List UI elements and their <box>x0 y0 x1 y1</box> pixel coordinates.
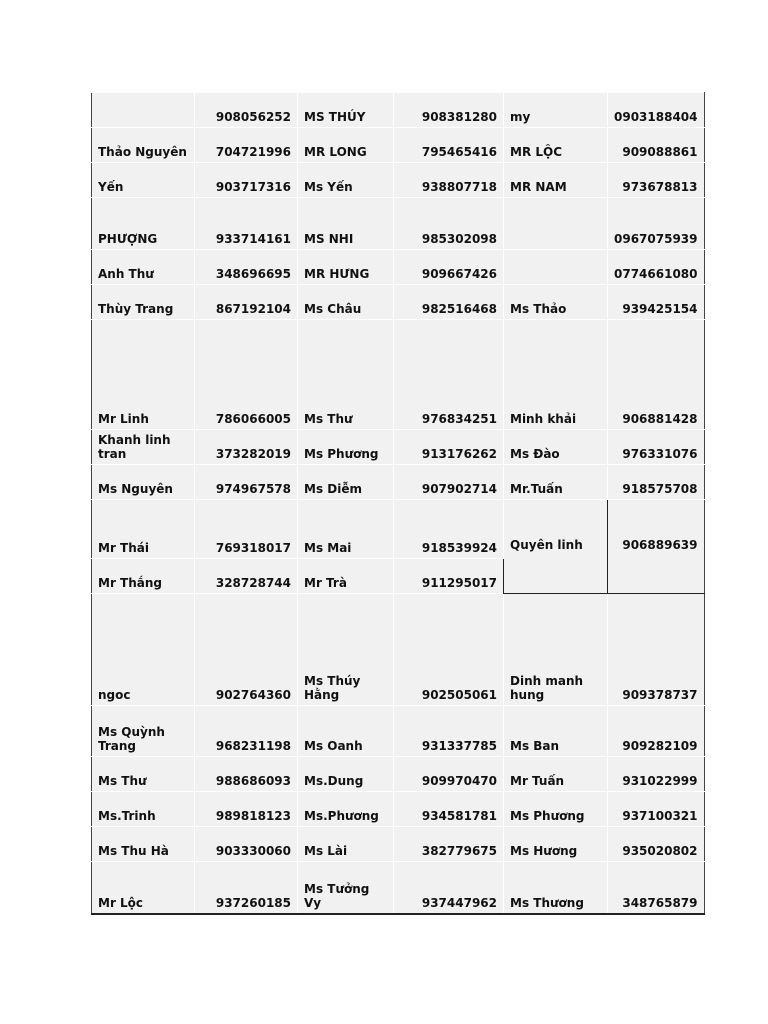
phone-cell: 909667426 <box>394 250 504 285</box>
phone-cell: 913176262 <box>394 430 504 465</box>
phone-cell: 939425154 <box>608 285 705 320</box>
name-cell: Ms Quỳnh Trang <box>92 706 195 757</box>
name-cell: Ms.Phương <box>298 792 394 827</box>
name-cell: Mr.Tuấn <box>504 465 608 500</box>
phone-cell: 704721996 <box>195 128 298 163</box>
table-row <box>92 320 705 430</box>
name-cell: Ms Thư <box>298 320 394 430</box>
phone-cell: 937447962 <box>394 862 504 914</box>
name-cell <box>504 250 608 285</box>
name-cell: Ms Phương <box>504 792 608 827</box>
phone-cell: 985302098 <box>394 198 504 250</box>
phone-cell: 0774661080 <box>608 250 705 285</box>
table-row <box>92 827 705 862</box>
name-cell: Ms.Trinh <box>92 792 195 827</box>
phone-cell: 906881428 <box>608 320 705 430</box>
table-row <box>92 198 705 250</box>
phone-cell: 974967578 <box>195 465 298 500</box>
name-cell: Ms Thư <box>92 757 195 792</box>
name-cell: Ms Yến <box>298 163 394 198</box>
contact-table <box>91 92 705 915</box>
name-cell: Quyên linh <box>504 500 608 594</box>
name-cell: Ms Lài <box>298 827 394 862</box>
name-cell: Thùy Trang <box>92 285 195 320</box>
phone-cell: 382779675 <box>394 827 504 862</box>
phone-cell: 976331076 <box>608 430 705 465</box>
table-row <box>92 465 705 500</box>
phone-cell: 907902714 <box>394 465 504 500</box>
name-cell: Ms Tưởng Vy <box>298 862 394 914</box>
name-cell: Khanh linh tran <box>92 430 195 465</box>
phone-cell: 989818123 <box>195 792 298 827</box>
name-cell: Mr Tuấn <box>504 757 608 792</box>
phone-cell: 934581781 <box>394 792 504 827</box>
name-cell: Yến <box>92 163 195 198</box>
phone-cell: 935020802 <box>608 827 705 862</box>
name-cell: Mr Thắng <box>92 559 195 594</box>
name-cell: Ms.Dung <box>298 757 394 792</box>
table-row <box>92 594 705 706</box>
phone-cell: 909088861 <box>608 128 705 163</box>
phone-cell: 918539924 <box>394 500 504 559</box>
table-row <box>92 757 705 792</box>
phone-cell: 908381280 <box>394 93 504 128</box>
name-cell: Ms Diễm <box>298 465 394 500</box>
table-row <box>92 128 705 163</box>
name-cell: Mr Trà <box>298 559 394 594</box>
phone-cell: 348696695 <box>195 250 298 285</box>
name-cell: Dinh manh hung <box>504 594 608 706</box>
phone-cell: 973678813 <box>608 163 705 198</box>
name-cell: Ms Châu <box>298 285 394 320</box>
phone-cell: 373282019 <box>195 430 298 465</box>
phone-cell: 348765879 <box>608 862 705 914</box>
name-cell: Ms Thu Hà <box>92 827 195 862</box>
name-cell: MR HƯNG <box>298 250 394 285</box>
table-row <box>92 163 705 198</box>
name-cell <box>504 198 608 250</box>
name-cell: MS THÚY <box>298 93 394 128</box>
phone-cell: 909378737 <box>608 594 705 706</box>
phone-cell: 903330060 <box>195 827 298 862</box>
name-cell: PHƯỢNG <box>92 198 195 250</box>
name-cell: Ms Phương <box>298 430 394 465</box>
phone-cell: 976834251 <box>394 320 504 430</box>
table-row <box>92 862 705 914</box>
phone-cell: 902505061 <box>394 594 504 706</box>
name-cell: MR LỘC <box>504 128 608 163</box>
phone-cell: 938807718 <box>394 163 504 198</box>
name-cell: Mr Thái <box>92 500 195 559</box>
phone-cell: 795465416 <box>394 128 504 163</box>
name-cell: MR NAM <box>504 163 608 198</box>
phone-cell: 918575708 <box>608 465 705 500</box>
name-cell: Ms Thúy Hằng <box>298 594 394 706</box>
name-cell: Ms Thảo <box>504 285 608 320</box>
phone-cell: 909282109 <box>608 706 705 757</box>
name-cell: my <box>504 93 608 128</box>
phone-cell: 867192104 <box>195 285 298 320</box>
table-row <box>92 706 705 757</box>
table-row <box>92 285 705 320</box>
name-cell: Thảo Nguyên <box>92 128 195 163</box>
name-cell: MR LONG <box>298 128 394 163</box>
phone-cell: 937100321 <box>608 792 705 827</box>
name-cell: Ms Thương <box>504 862 608 914</box>
phone-cell: 908056252 <box>195 93 298 128</box>
phone-cell: 933714161 <box>195 198 298 250</box>
name-cell: Minh khải <box>504 320 608 430</box>
phone-cell: 911295017 <box>394 559 504 594</box>
phone-cell: 769318017 <box>195 500 298 559</box>
phone-cell: 0903188404 <box>608 93 705 128</box>
phone-cell: 982516468 <box>394 285 504 320</box>
name-cell: Anh Thư <box>92 250 195 285</box>
phone-cell: 902764360 <box>195 594 298 706</box>
phone-cell: 931337785 <box>394 706 504 757</box>
name-cell: Mr Lộc <box>92 862 195 914</box>
phone-cell: 903717316 <box>195 163 298 198</box>
name-cell: Ms Hương <box>504 827 608 862</box>
table-row <box>92 93 705 128</box>
name-cell: Ms Ban <box>504 706 608 757</box>
name-cell: Ms Oanh <box>298 706 394 757</box>
name-cell: Ms Nguyên <box>92 465 195 500</box>
contact-table-body <box>92 93 705 914</box>
phone-cell: 931022999 <box>608 757 705 792</box>
name-cell: Ms Đào <box>504 430 608 465</box>
name-cell: MS NHI <box>298 198 394 250</box>
table-row <box>92 250 705 285</box>
name-cell <box>92 93 195 128</box>
table-row <box>92 500 705 559</box>
name-cell: Mr Linh <box>92 320 195 430</box>
table-row <box>92 792 705 827</box>
table-row <box>92 430 705 465</box>
phone-cell: 328728744 <box>195 559 298 594</box>
phone-cell: 0967075939 <box>608 198 705 250</box>
phone-cell: 968231198 <box>195 706 298 757</box>
name-cell: ngoc <box>92 594 195 706</box>
phone-cell: 988686093 <box>195 757 298 792</box>
phone-cell: 909970470 <box>394 757 504 792</box>
phone-cell: 906889639 <box>608 500 705 594</box>
name-cell: Ms Mai <box>298 500 394 559</box>
phone-cell: 937260185 <box>195 862 298 914</box>
phone-cell: 786066005 <box>195 320 298 430</box>
